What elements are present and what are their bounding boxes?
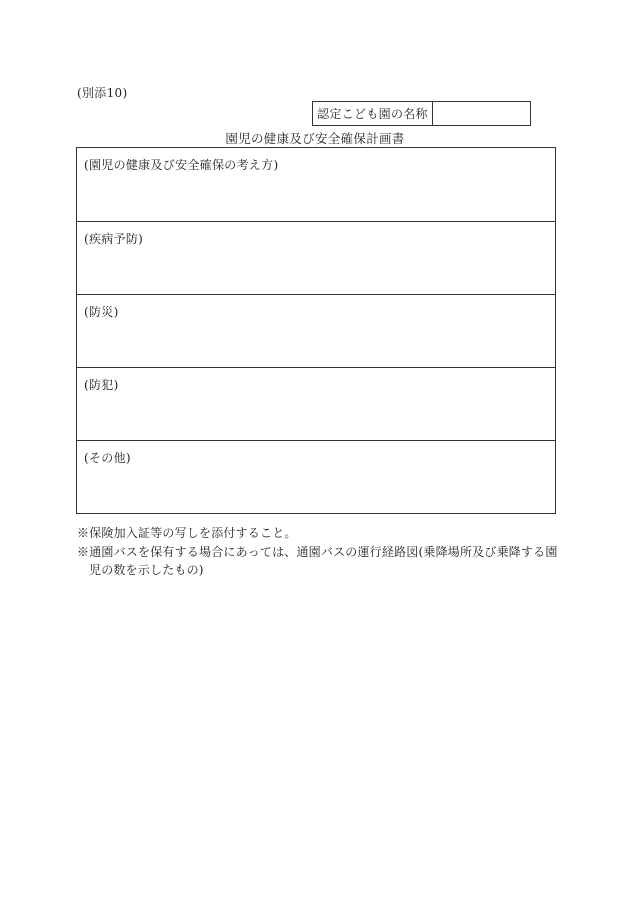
facility-name-box bbox=[312, 101, 531, 126]
section-label: (防災) bbox=[84, 305, 119, 319]
section-label: (園児の健康及び安全確保の考え方) bbox=[84, 158, 279, 172]
attachment-label: (別添10) bbox=[77, 86, 128, 100]
section-label: (その他) bbox=[84, 451, 131, 465]
section-label: (防犯) bbox=[84, 378, 119, 392]
document-title: 園児の健康及び安全確保計画書 bbox=[225, 131, 405, 146]
note-school-bus: ※通園バスを保有する場合にあっては、通園バスの運行経路図(乗降場所及び乗降する園児の数を示したもの) bbox=[77, 544, 558, 577]
section-disaster-prevention[interactable] bbox=[77, 294, 555, 367]
section-other[interactable] bbox=[77, 440, 555, 513]
facility-name-field[interactable] bbox=[433, 102, 530, 125]
section-label: (疾病予防) bbox=[84, 232, 144, 246]
section-health-safety-approach[interactable] bbox=[77, 148, 555, 221]
note-insurance: ※保険加入証等の写しを添付すること。 bbox=[77, 526, 297, 540]
plan-table bbox=[76, 147, 556, 514]
facility-name-label: 認定こども園の名称 bbox=[313, 102, 433, 125]
section-crime-prevention[interactable] bbox=[77, 367, 555, 440]
section-disease-prevention[interactable] bbox=[77, 221, 555, 294]
notes bbox=[77, 524, 561, 580]
